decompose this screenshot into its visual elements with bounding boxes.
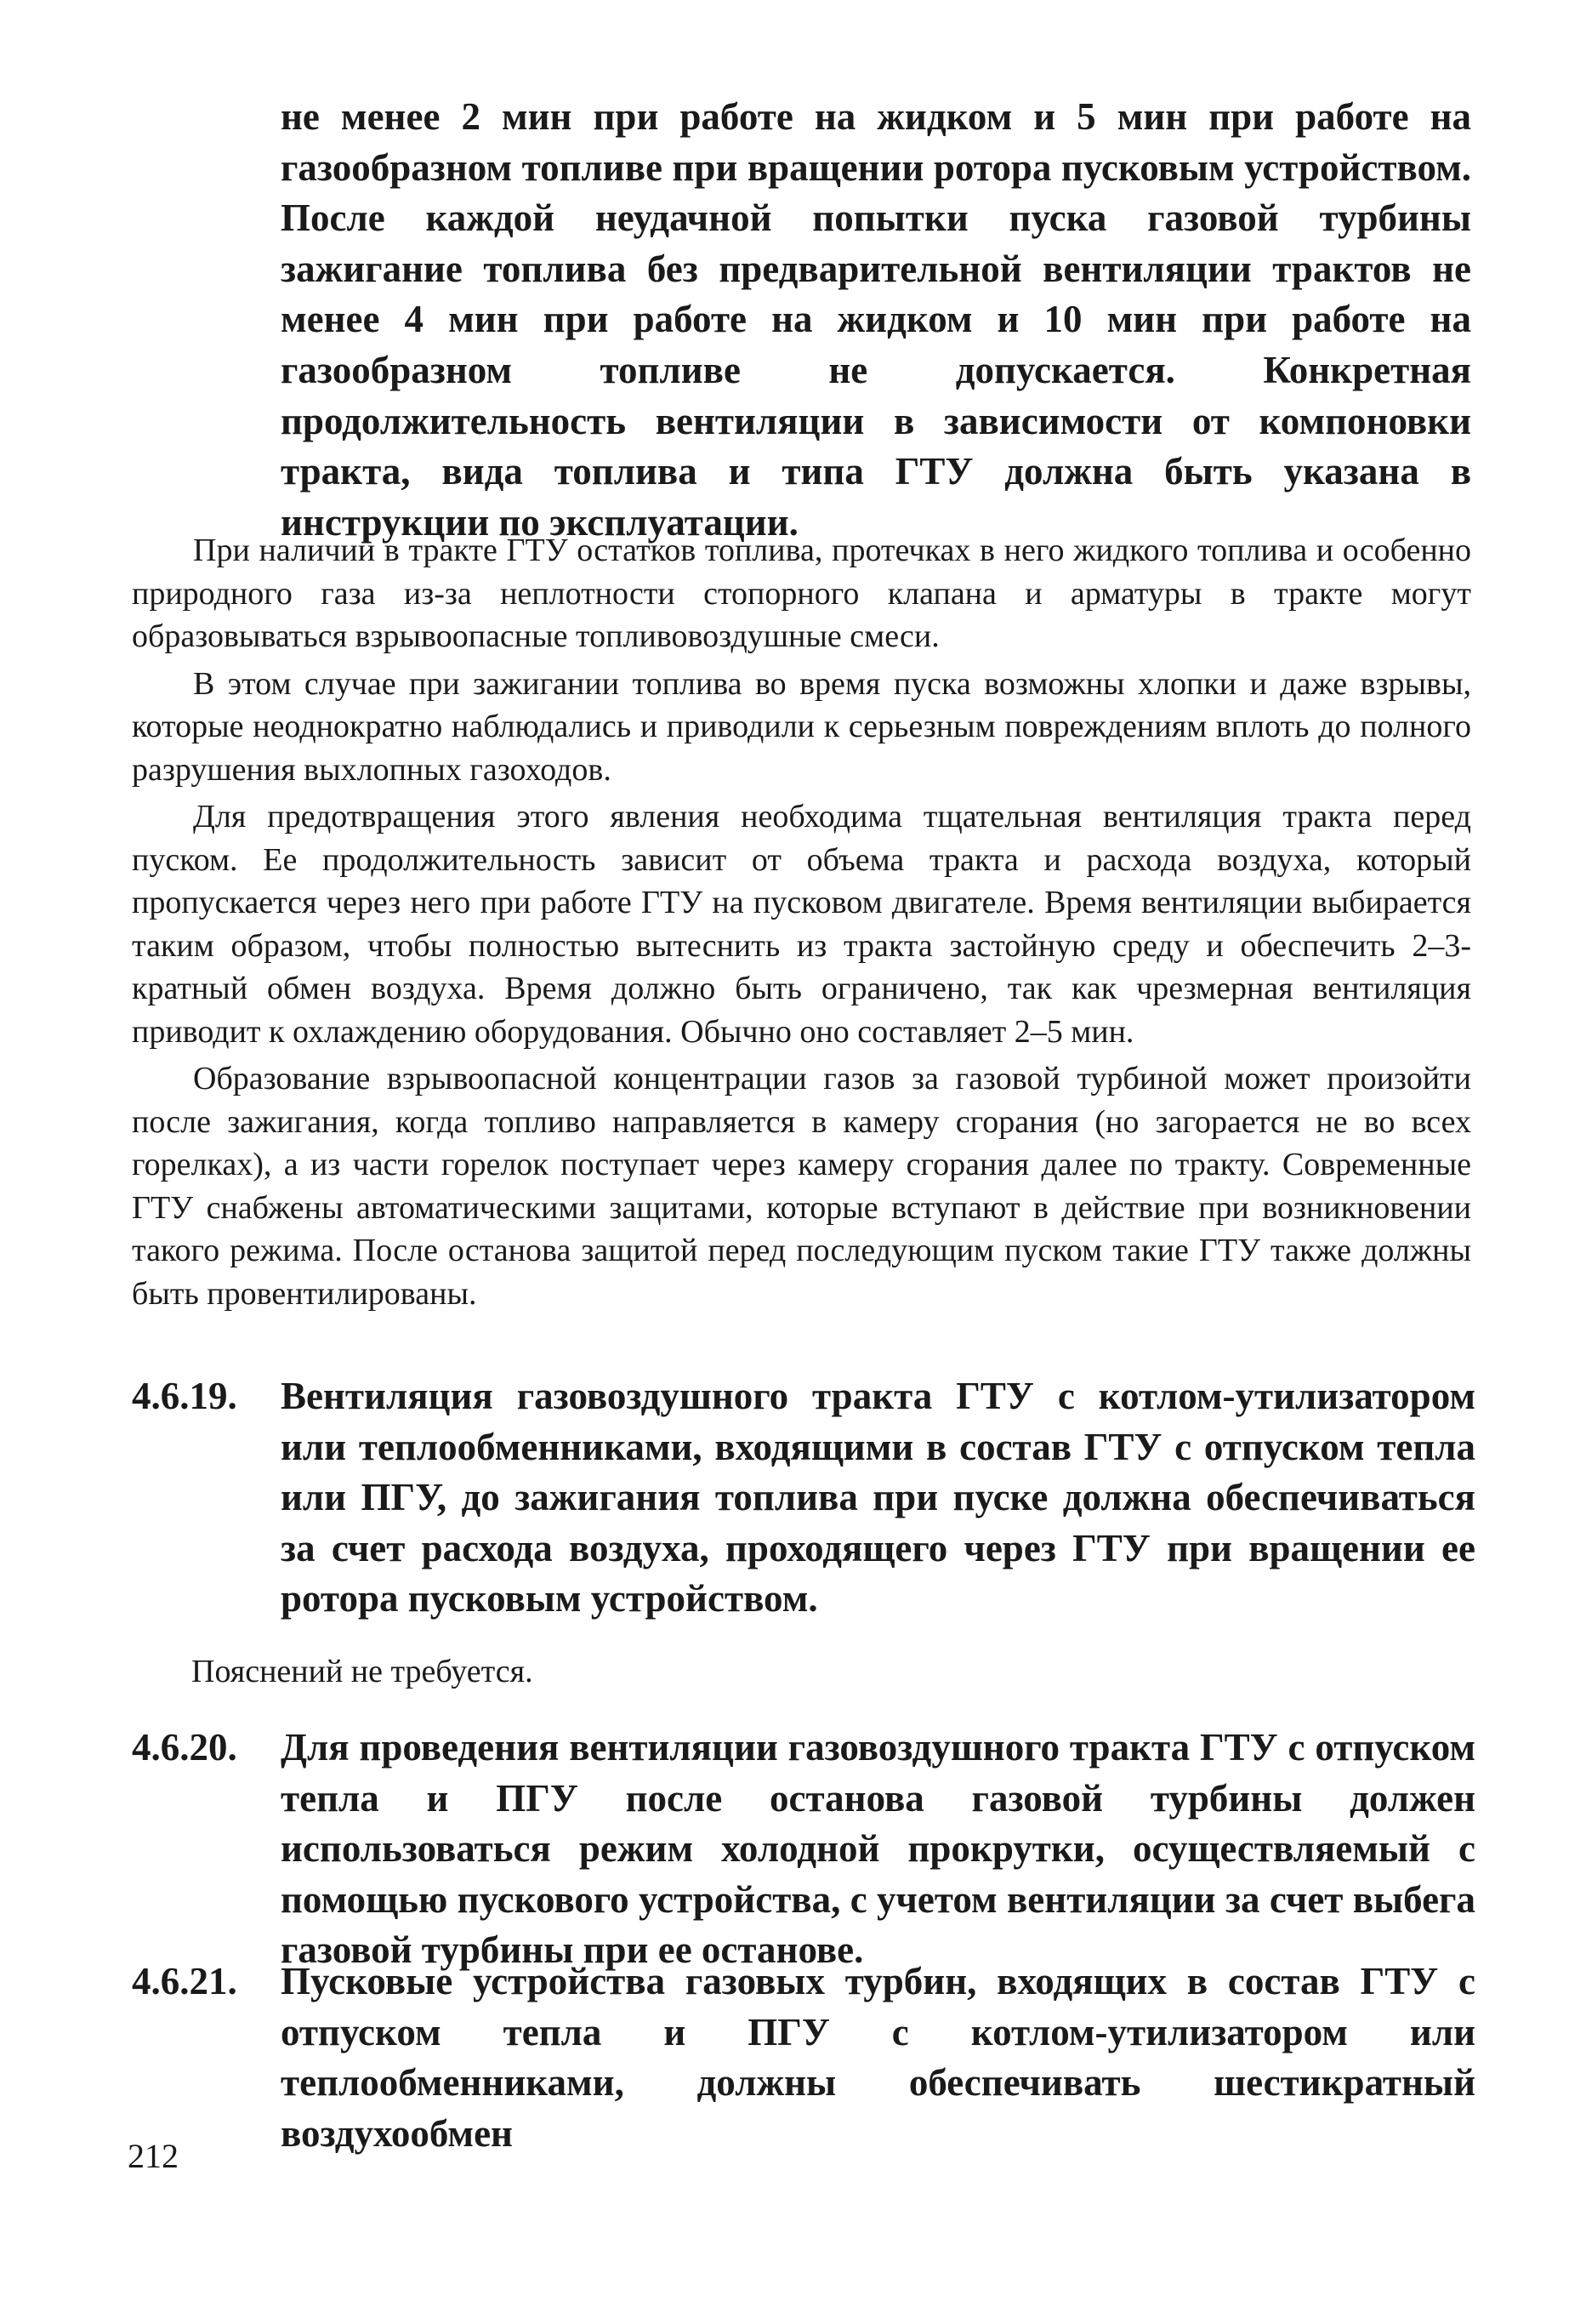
paragraph: Образование взрывоопасной концентрации газов за газовой турбиной может произойти после зажигания, когда топливо направляется в камеру сгорания (но загорается не во всех горелках), а из части горелок поступает через камеру сгорания далее по тракту. Современные ГТУ снабжены автоматическими защитами, которые вступают в действие при возникновении такого режима. После останова защитой перед последующим пуском такие ГТУ также должны быть провентилированы.	[132, 1061, 1471, 1312]
clause-text: Пусковые устройства газовых турбин, входящих в состав ГТУ с отпуском тепла и ПГУ с котлом-утилизатором или теплообменниками, должны обеспечивать шестикратный воздухообмен	[281, 1960, 1475, 2155]
clause-note: Пояснений не требуется.	[191, 1654, 533, 1689]
clause-text: Вентиляция газовоздушного тракта ГТУ с котлом-утилизатором или теплообменниками, входящими в состав ГТУ с отпуском тепла или ПГУ, до зажигания топлива при пуске должна обеспечиваться за счет расхода воздуха, проходящего через ГТУ при вращении ее ротора пусковым устройством.	[281, 1375, 1475, 1621]
clause-number: 4.6.19.	[132, 1375, 237, 1417]
page-number: 212	[128, 2137, 179, 2175]
intro-bold-text: не менее 2 мин при работе на жидком и 5 мин при работе на газообразном топливе при вращении ротора пусковым устройством. После каждой неудачной попытки пуска газовой турбины зажигание топлива без предварительной вентиляции трактов не менее 4 мин при работе на жидком и 10 мин при работе на газообразном топливе не допускается. Конкретная продолжительность вентиляции в зависимости от компоновки тракта, вида топлива и типа ГТУ должна быть указана в инструкции по эксплуатации.	[281, 95, 1471, 544]
explanation-body	[132, 529, 1471, 1319]
paragraph: Для предотвращения этого явления необходима тщательная вентиляция тракта перед пуском. Ее продолжительность зависит от объема тракта и расхода воздуха, который пропускается через него при работе ГТУ на пусковом двигателе. Время вентиляции выбирается таким образом, чтобы полностью вытеснить из тракта застойную среду и обеспечить 2–3-кратный обмен воздуха. Время должно быть ограничено, так как чрезмерная вентиляция приводит к охлаждению оборудования. Обычно оно составляет 2–5 мин.	[132, 799, 1471, 1050]
clause-number: 4.6.20.	[132, 1726, 237, 1769]
paragraph: При наличии в тракте ГТУ остатков топлива, протечках в него жидкого топлива и особенно природного газа из-за неплотности стопорного клапана и арматуры в тракте могут образовываться взрывоопасные топливовоздушные смеси.	[132, 533, 1471, 654]
clause-text: Для проведения вентиляции газовоздушного тракта ГТУ с отпуском тепла и ПГУ после останова газовой турбины должен использоваться режим холодной прокрутки, осуществляемый с помощью пускового устройства, с учетом вентиляции за счет выбега газовой турбины при ее останове.	[281, 1726, 1475, 1972]
clause-number: 4.6.21.	[132, 1960, 237, 2002]
paragraph: В этом случае при зажигании топлива во время пуска возможны хлопки и даже взрывы, которые неоднократно наблюдались и приводили к серьезным повреждениям вплоть до полного разрушения выхлопных газоходов.	[132, 665, 1471, 788]
